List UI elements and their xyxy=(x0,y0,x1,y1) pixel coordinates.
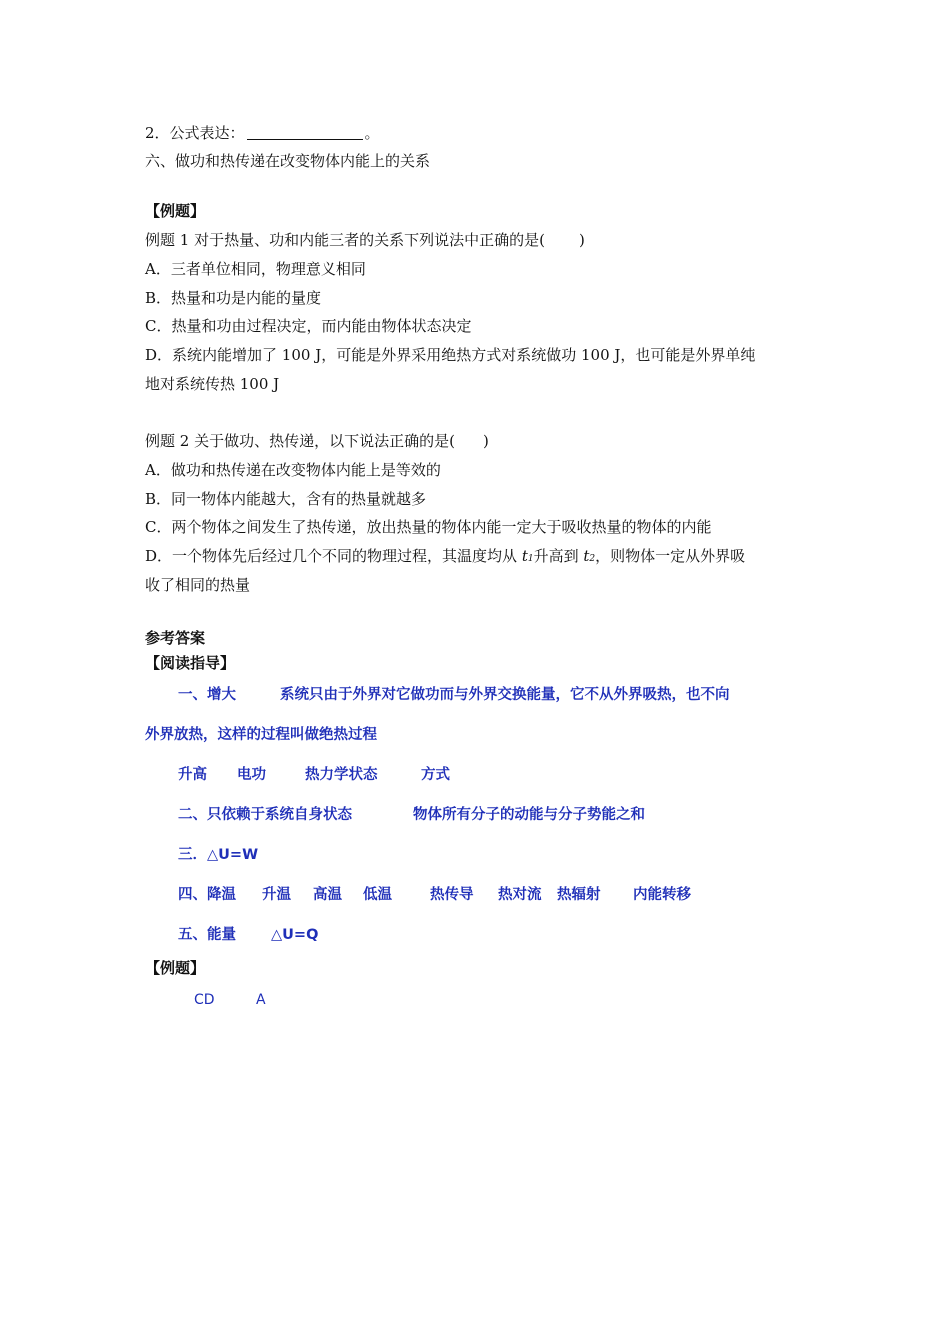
t1-symbol: t1 xyxy=(521,547,534,565)
q2-option-d-line1 xyxy=(145,546,745,569)
answer-line-4b: 物体所有分子的动能与分子势能之和 xyxy=(413,807,645,823)
answer-line-1a: 一、增大 xyxy=(178,687,236,703)
q2-stem-text: 例题 2 关于做功、热传递，以下说法正确的是( xyxy=(145,432,455,450)
q1-stem-text: 例题 1 对于热量、功和内能三者的关系下列说法中正确的是( xyxy=(145,231,545,249)
q1-stem-close: ) xyxy=(578,231,585,249)
formula-prefix: 2．公式表达： xyxy=(145,124,245,142)
example-answer: A xyxy=(256,992,266,1008)
answer-line-6-item: 热辐射 xyxy=(557,887,601,903)
q2-option-b: B．同一物体内能越大，含有的热量就越多 xyxy=(145,490,427,508)
q2-d-text-b: 升高到 xyxy=(533,547,579,565)
q1-option-d-line2: 地对系统传热 100 J xyxy=(145,375,280,393)
q2-option-a: A．做功和热传递在改变物体内能上是等效的 xyxy=(145,461,441,479)
q1-option-c: C．热量和功由过程决定，而内能由物体状态决定 xyxy=(145,317,472,335)
examples-heading: 【例题】 xyxy=(145,202,206,220)
answer-line-3-item: 电功 xyxy=(237,767,266,783)
answer-line-2: 外界放热，这样的过程叫做绝热过程 xyxy=(145,727,377,743)
q1-option-d-line1: D．系统内能增加了 100 J，可能是外界采用绝热方式对系统做功 100 J，也可能是外界单纯 xyxy=(145,346,756,364)
answer-line-3-item: 方式 xyxy=(421,767,450,783)
answer-line-4a: 二、只依赖于系统自身状态 xyxy=(178,807,352,823)
answer-line-3-item: 升高 xyxy=(178,767,207,783)
answer-line-1b: 系统只由于外界对它做功而与外界交换能量，它不从外界吸热，也不向 xyxy=(280,687,730,703)
q2-d-text-a: D．一个物体先后经过几个不同的物理过程，其温度均从 xyxy=(145,547,518,565)
q2-stem-close: ) xyxy=(482,432,489,450)
answers-heading: 参考答案 xyxy=(145,629,206,647)
answer-line-6-item: 热传导 xyxy=(430,887,474,903)
example-answer: CD xyxy=(194,992,215,1008)
formula-suffix: 。 xyxy=(364,124,380,142)
section-six-heading: 六、做功和热传递在改变物体内能上的关系 xyxy=(145,152,431,170)
answer-line-6-item: 升温 xyxy=(262,887,291,903)
answer-line-7b: △U=Q xyxy=(271,927,319,943)
answer-line-6-item: 热对流 xyxy=(498,887,542,903)
q1-stem xyxy=(145,230,585,250)
formula-line xyxy=(145,123,380,143)
q1-option-a: A．三者单位相同，物理意义相同 xyxy=(145,260,366,278)
fill-in-blank xyxy=(247,125,363,140)
answer-line-6-item: 高温 xyxy=(313,887,342,903)
answer-line-7a: 五、能量 xyxy=(178,927,236,943)
answer-line-6-item: 内能转移 xyxy=(633,887,691,903)
q2-option-d-line2: 收了相同的热量 xyxy=(145,576,251,594)
answer-line-6-item: 低温 xyxy=(363,887,392,903)
answer-line-6-item: 四、降温 xyxy=(178,887,236,903)
answer-line-5: 三．△U=W xyxy=(178,847,259,863)
q2-stem xyxy=(145,431,489,451)
reading-guide-heading: 【阅读指导】 xyxy=(145,654,236,672)
answers-examples-heading: 【例题】 xyxy=(145,959,206,977)
t2-symbol: t2 xyxy=(583,547,596,565)
q2-option-c: C．两个物体之间发生了热传递，放出热量的物体内能一定大于吸收热量的物体的内能 xyxy=(145,518,712,536)
q1-option-b: B．热量和功是内能的量度 xyxy=(145,289,322,307)
q2-d-text-c: ，则物体一定从外界吸 xyxy=(595,547,746,565)
answer-line-3-item: 热力学状态 xyxy=(305,767,378,783)
